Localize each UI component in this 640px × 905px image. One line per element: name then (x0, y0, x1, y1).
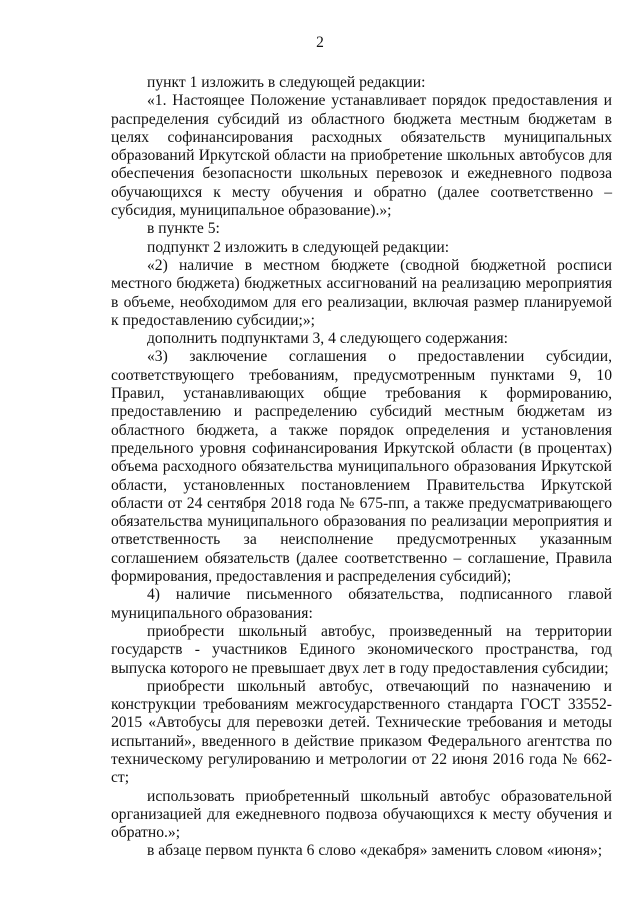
paragraph-4: подпункт 2 изложить в следующей редакции: (147, 238, 450, 256)
paragraph-10: приобрести школьный автобус, отвечающий по назначению и конструкции требованиям межгосударственного стандарта ГОСТ 33552-2015 «Автобусы для перевозки детей. Технические требования и методы испытаний», введенного в действие приказом Федерального агентства по техническому регулированию и метрологии от 22 июня 2016 года № 662-ст; (111, 677, 612, 787)
paragraph-12: в абзаце первом пункта 6 слово «декабря» заменить словом «июня»; (147, 842, 603, 860)
page-number: 2 (316, 34, 324, 51)
paragraph-5: «2) наличие в местном бюджете (сводной бюджетной росписи местного бюджета) бюджетных ассигнований на реализацию мероприятия в объеме, необходимом для его реализации, включая размер планируемой к предоставлению субсидии;»; (111, 256, 612, 329)
paragraph-1: пункт 1 изложить в следующей редакции: (147, 74, 426, 91)
paragraph-3: в пункте 5: (147, 220, 220, 238)
paragraph-2: «1. Настоящее Положение устанавливает порядок предоставления и распределения субсидий из областного бюджета местным бюджетам в целях софинансирования расходных обязательств муниципальных образований Иркутской области на приобретение школьных автобусов для обеспечения безопасности школьных перевозок и ежедневного подвоза обучающихся к месту обучения и обратно (далее соответственно – субсидия, муниципальное образование).»; (111, 92, 612, 220)
document-body (111, 74, 612, 861)
paragraph-6: дополнить подпунктами 3, 4 следующего содержания: (147, 330, 509, 348)
paragraph-7: «3) заключение соглашения о предоставлении субсидии, соответствующего требованиям, предусмотренным пунктами 9, 10 Правил, устанавливающих общие требования к формированию, предоставлению и распределению субсидий местным бюджетам из областного бюджета, а также порядок определения и установления предельного уровня софинансирования Иркутской области (в процентах) объема расходного обязательства муниципального образования Иркутской области, установленных постановлением Правительства Иркутской области от 24 сентября 2018 года № 675-пп, а также предусматривающего обязательства муниципального образования по реализации мероприятия и ответственность за неисполнение предусмотренных указанным соглашением обязательств (далее соответственно – соглашение, Правила формирования, предоставления и распределения субсидий); (111, 348, 612, 586)
paragraph-9: приобрести школьный автобус, произведенный на территории государств - участников Единого экономического пространства, год выпуска которого не превышает двух лет в году предоставления субсидии; (111, 622, 612, 677)
paragraph-11: использовать приобретенный школьный автобус образовательной организацией для ежедневного подвоза обучающихся к месту обучения и обратно.»; (111, 787, 612, 842)
paragraph-8: 4) наличие письменного обязательства, подписанного главой муниципального образования: (111, 586, 612, 622)
